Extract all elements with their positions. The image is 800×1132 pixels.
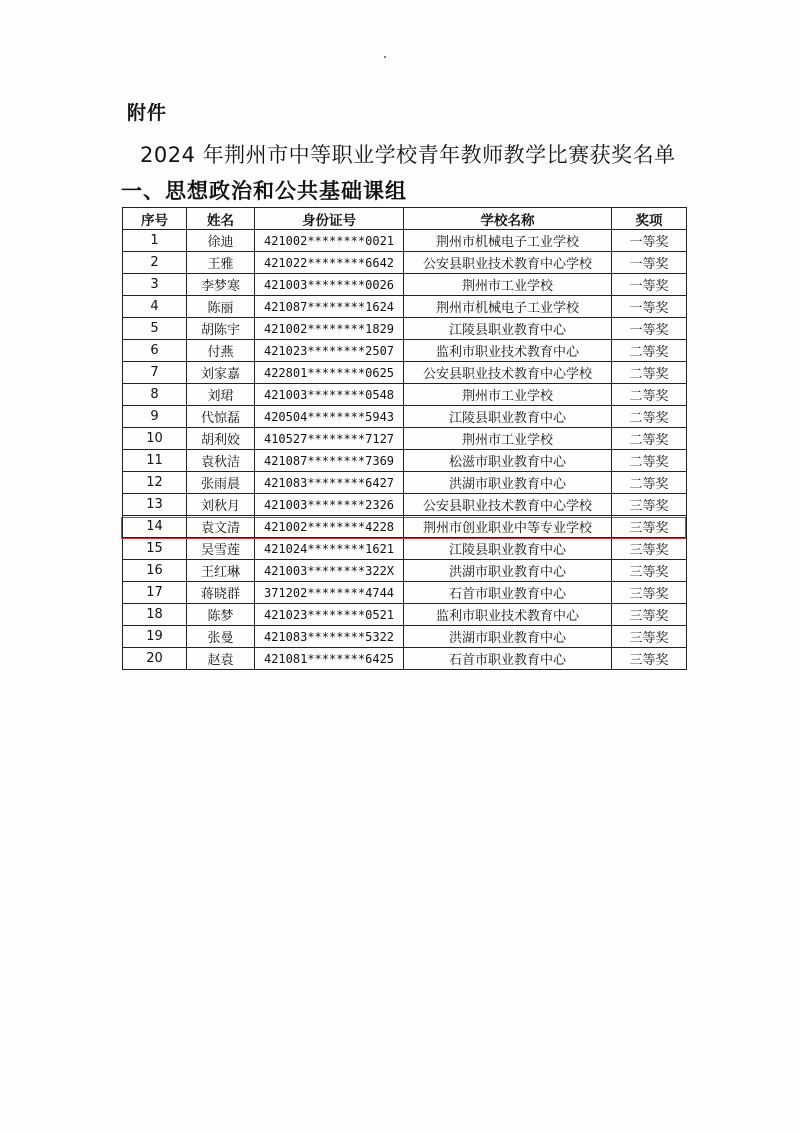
table-row: [123, 560, 687, 582]
school-cell: 监利市职业技术教育中心: [404, 604, 612, 626]
school-cell: 荆州市工业学校: [404, 274, 612, 296]
id-cell: 421083********5322: [255, 626, 404, 648]
row-number: 14: [123, 516, 187, 538]
award-cell: 二等奖: [612, 384, 687, 406]
header-id: 身份证号: [255, 208, 404, 230]
header-school: 学校名称: [404, 208, 612, 230]
id-cell: 421087********7369: [255, 450, 404, 472]
row-number: 20: [123, 648, 187, 670]
award-cell: 一等奖: [612, 252, 687, 274]
table-row: [123, 340, 687, 362]
scan-speck: [384, 56, 386, 58]
row-number: 12: [123, 472, 187, 494]
table-row: [123, 318, 687, 340]
row-number: 6: [123, 340, 187, 362]
award-cell: 二等奖: [612, 362, 687, 384]
name-cell: 刘珺: [187, 384, 255, 406]
table-row: [123, 582, 687, 604]
school-cell: 公安县职业技术教育中心学校: [404, 252, 612, 274]
name-cell: 刘秋月: [187, 494, 255, 516]
id-cell: 421023********0521: [255, 604, 404, 626]
id-cell: 421003********0548: [255, 384, 404, 406]
table-row: [123, 450, 687, 472]
name-cell: 袁秋洁: [187, 450, 255, 472]
name-cell: 吴雪莲: [187, 538, 255, 560]
school-cell: 石首市职业教育中心: [404, 648, 612, 670]
id-cell: 410527********7127: [255, 428, 404, 450]
id-cell: 421081********6425: [255, 648, 404, 670]
school-cell: 监利市职业技术教育中心: [404, 340, 612, 362]
award-cell: 三等奖: [612, 582, 687, 604]
row-number: 9: [123, 406, 187, 428]
name-cell: 赵袁: [187, 648, 255, 670]
school-cell: 荆州市工业学校: [404, 428, 612, 450]
school-cell: 江陵县职业教育中心: [404, 406, 612, 428]
school-cell: 洪湖市职业教育中心: [404, 472, 612, 494]
row-number: 7: [123, 362, 187, 384]
row-number: 16: [123, 560, 187, 582]
id-cell: 421003********322X: [255, 560, 404, 582]
row-number: 1: [123, 230, 187, 252]
header-award: 奖项: [612, 208, 687, 230]
name-cell: 张曼: [187, 626, 255, 648]
name-cell: 胡陈宇: [187, 318, 255, 340]
table-row: [123, 362, 687, 384]
id-cell: 371202********4744: [255, 582, 404, 604]
award-cell: 三等奖: [612, 626, 687, 648]
table-row: [123, 516, 687, 538]
award-cell: 三等奖: [612, 516, 687, 538]
row-number: 17: [123, 582, 187, 604]
table-row: [123, 274, 687, 296]
row-number: 13: [123, 494, 187, 516]
school-cell: 荆州市机械电子工业学校: [404, 230, 612, 252]
award-cell: 二等奖: [612, 340, 687, 362]
name-cell: 蒋晓群: [187, 582, 255, 604]
row-number: 19: [123, 626, 187, 648]
attachment-label: 附件: [127, 102, 168, 124]
school-cell: 石首市职业教育中心: [404, 582, 612, 604]
name-cell: 王雅: [187, 252, 255, 274]
id-cell: 421083********6427: [255, 472, 404, 494]
table-row: [123, 538, 687, 560]
id-cell: 421002********0021: [255, 230, 404, 252]
table-row: [123, 252, 687, 274]
award-cell: 二等奖: [612, 472, 687, 494]
name-cell: 代惊磊: [187, 406, 255, 428]
award-cell: 三等奖: [612, 604, 687, 626]
name-cell: 袁文清: [187, 516, 255, 538]
header-name: 姓名: [187, 208, 255, 230]
award-cell: 三等奖: [612, 648, 687, 670]
row-number: 3: [123, 274, 187, 296]
name-cell: 徐迪: [187, 230, 255, 252]
row-number: 15: [123, 538, 187, 560]
table-row: [123, 406, 687, 428]
award-table: [122, 207, 687, 670]
school-cell: 洪湖市职业教育中心: [404, 560, 612, 582]
table-row: [123, 230, 687, 252]
id-cell: 421087********1624: [255, 296, 404, 318]
school-cell: 洪湖市职业教育中心: [404, 626, 612, 648]
name-cell: 李梦寒: [187, 274, 255, 296]
name-cell: 陈丽: [187, 296, 255, 318]
row-number: 11: [123, 450, 187, 472]
table-row: [123, 428, 687, 450]
award-cell: 一等奖: [612, 230, 687, 252]
row-number: 4: [123, 296, 187, 318]
school-cell: 江陵县职业教育中心: [404, 318, 612, 340]
name-cell: 刘家嘉: [187, 362, 255, 384]
table-row: [123, 472, 687, 494]
name-cell: 陈梦: [187, 604, 255, 626]
table-row: [123, 494, 687, 516]
table-row: [123, 384, 687, 406]
award-cell: 一等奖: [612, 274, 687, 296]
table-row: [123, 626, 687, 648]
school-cell: 公安县职业技术教育中心学校: [404, 362, 612, 384]
row-number: 2: [123, 252, 187, 274]
id-cell: 421022********6642: [255, 252, 404, 274]
award-cell: 三等奖: [612, 538, 687, 560]
id-cell: 422801********0625: [255, 362, 404, 384]
table-row: [123, 648, 687, 670]
school-cell: 荆州市创业职业中等专业学校: [404, 516, 612, 538]
row-number: 8: [123, 384, 187, 406]
award-cell: 二等奖: [612, 450, 687, 472]
award-cell: 一等奖: [612, 296, 687, 318]
name-cell: 张雨晨: [187, 472, 255, 494]
name-cell: 胡利姣: [187, 428, 255, 450]
school-cell: 公安县职业技术教育中心学校: [404, 494, 612, 516]
id-cell: 421002********4228: [255, 516, 404, 538]
award-cell: 三等奖: [612, 560, 687, 582]
award-cell: 一等奖: [612, 318, 687, 340]
award-cell: 二等奖: [612, 406, 687, 428]
row-number: 18: [123, 604, 187, 626]
section-title: 一、思想政治和公共基础课组: [121, 179, 407, 203]
award-cell: 三等奖: [612, 494, 687, 516]
name-cell: 王红琳: [187, 560, 255, 582]
table-row: [123, 604, 687, 626]
id-cell: 421003********0026: [255, 274, 404, 296]
row-number: 10: [123, 428, 187, 450]
table-header-row: [123, 208, 687, 230]
award-cell: 二等奖: [612, 428, 687, 450]
id-cell: 421023********2507: [255, 340, 404, 362]
row-number: 5: [123, 318, 187, 340]
header-no: 序号: [123, 208, 187, 230]
school-cell: 江陵县职业教育中心: [404, 538, 612, 560]
id-cell: 421024********1621: [255, 538, 404, 560]
table-row: [123, 296, 687, 318]
id-cell: 420504********5943: [255, 406, 404, 428]
document-title: 2024 年荆州市中等职业学校青年教师教学比赛获奖名单: [140, 143, 676, 167]
id-cell: 421002********1829: [255, 318, 404, 340]
school-cell: 荆州市机械电子工业学校: [404, 296, 612, 318]
school-cell: 荆州市工业学校: [404, 384, 612, 406]
name-cell: 付燕: [187, 340, 255, 362]
id-cell: 421003********2326: [255, 494, 404, 516]
school-cell: 松滋市职业教育中心: [404, 450, 612, 472]
